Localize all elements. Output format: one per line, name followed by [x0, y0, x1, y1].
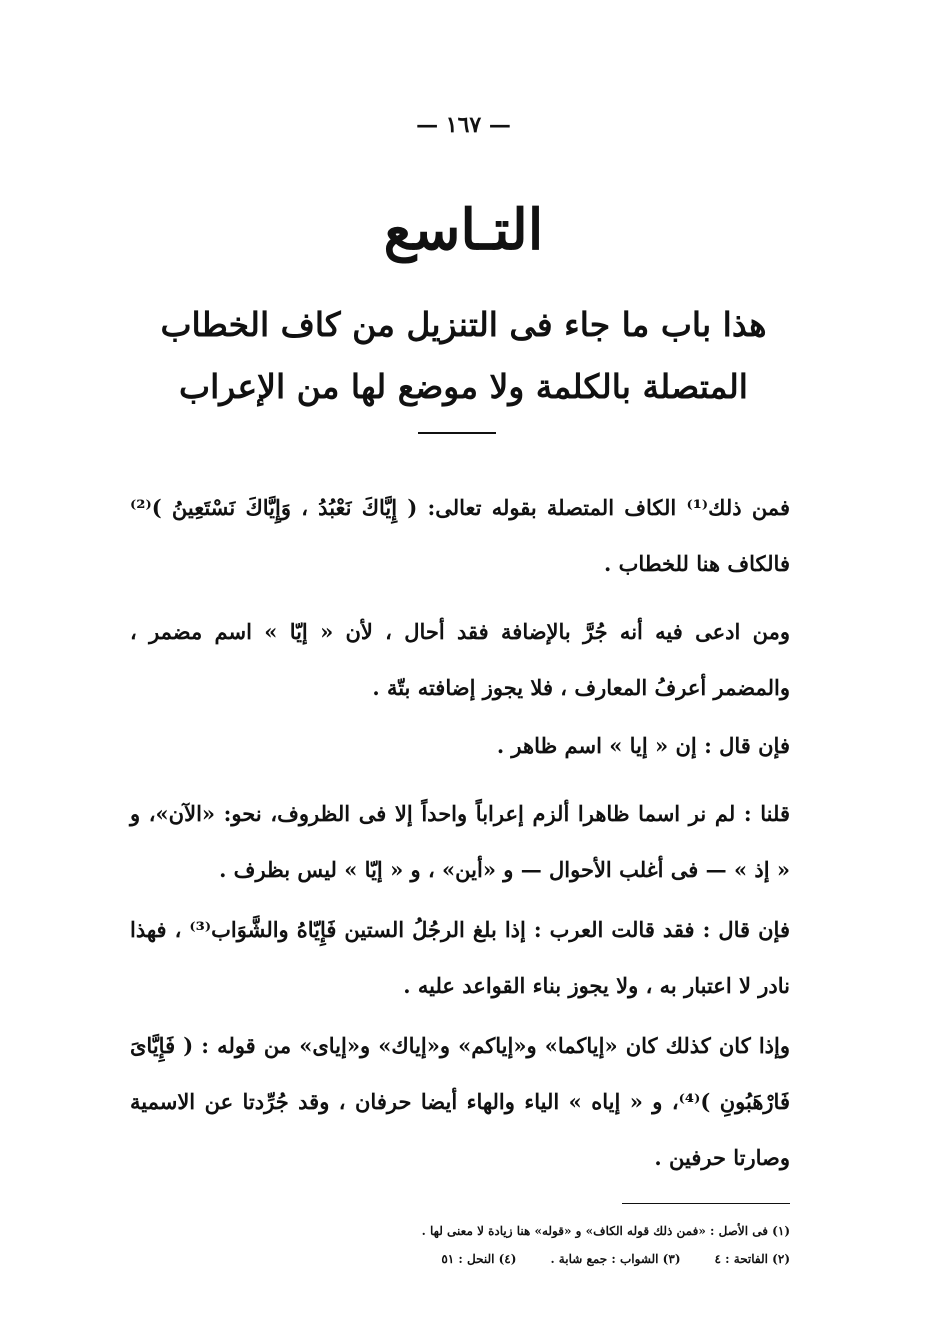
footnote-3: (٣) الشواب : جمع شابة . [550, 1252, 681, 1266]
footnote-divider [622, 1203, 790, 1204]
page-number: — ١٦٧ — [416, 112, 511, 138]
title-divider [418, 432, 496, 434]
footnote-1: (١) فى الأصل : «فمن ذلك قوله الكاف» و «قوله» هنا زيادة لا معنى لها . [421, 1224, 790, 1238]
chapter-title: التـاسع [383, 197, 544, 263]
paragraph-1: فمن ذلك⁽¹⁾ الكاف المتصلة بقوله تعالى: ( إِيَّاكَ نَعْبُدُ ، وَإِيَّاكَ نَسْتَعِينُ )⁽²⁾ فالكاف هنا للخطاب . [130, 495, 790, 576]
paragraph-5: فإن قال : فقد قالت العرب : إذا بلغ الرجُلُ الستين فَإِيّاهُ والشَّوَاب⁽³⁾ ، فهذا نادر لا اعتبار به ، ولا يجوز بناء القواعد عليه . [130, 917, 790, 998]
chapter-heading-line-2: المتصلة بالكلمة ولا موضع لها من الإعراب [179, 367, 748, 406]
paragraph-2: ومن ادعى فيه أنه جُرَّ بالإضافة فقد أحال ، لأن « إيّا » اسم مضمر ، والمضمر أعرفُ المعارف ، فلا يجوز إضافته بتّة . [130, 619, 790, 700]
paragraph-4: قلنا : لم نر اسما ظاهرا ألزم إعراباً واحداً إلا فى الظروف، نحو: «الآن»، و « إذ » — فى أغلب الأحوال — و «أين» ، و « إيّا » ليس بظرف . [130, 801, 790, 882]
chapter-heading-line-1: هذا باب ما جاء فى التنزيل من كاف الخطاب [160, 305, 767, 344]
footnote-row-2 [130, 1250, 790, 1268]
paragraph-6: وإذا كان كذلك كان «إياكما» و«إياكم» و«إياك» و«إياى» من قوله : ( فَإِيَّاىَ فَارْهَبُونِ )⁽⁴⁾، و « إياه » الياء والهاء أيضا حرفان ، وقد جُرِّدتا عن الاسمية وصارتا حرفين . [130, 1033, 790, 1170]
footnote-4: (٤) النحل : ٥١ [441, 1252, 517, 1266]
paragraph-3: فإن قال : إن « إيا » اسم ظاهر . [496, 733, 790, 758]
footnote-2: (٢) الفاتحة : ٤ [714, 1252, 790, 1266]
